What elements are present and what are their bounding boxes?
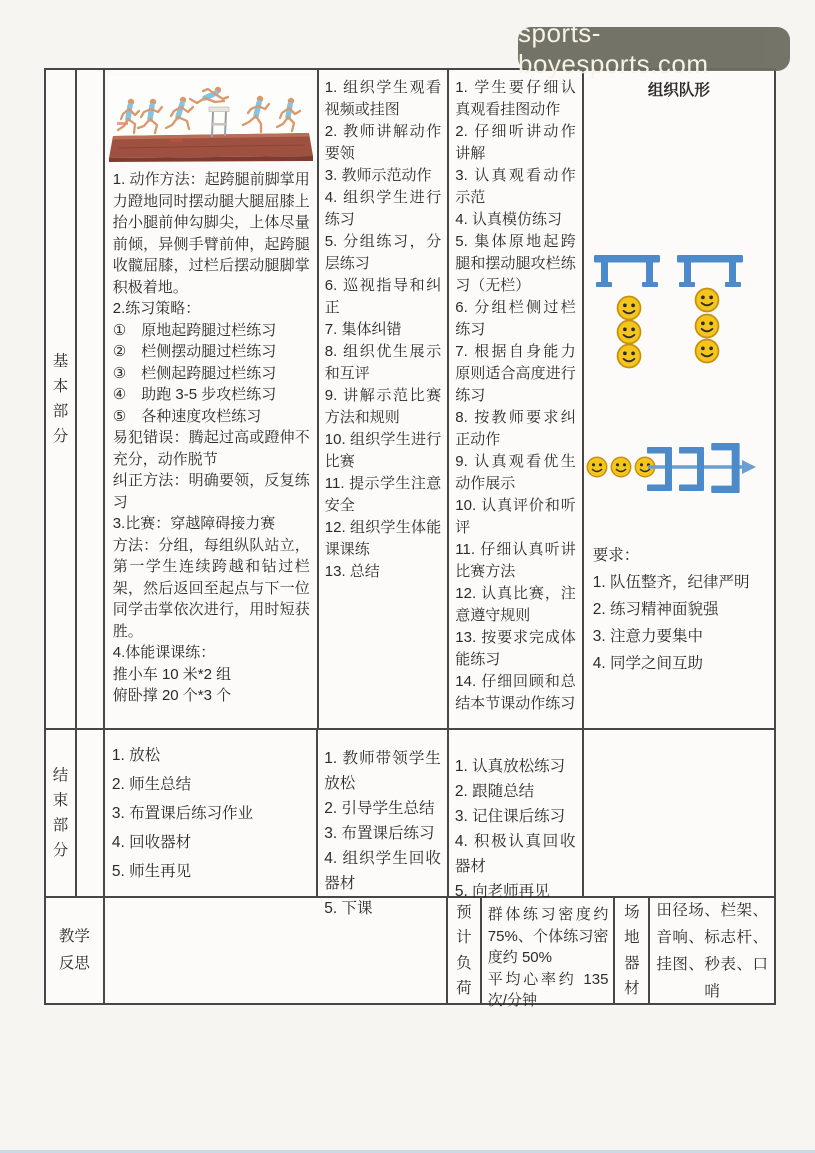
list-item: 2. 教师讲解动作要领: [324, 123, 442, 162]
load-label: 预计负荷: [456, 904, 472, 997]
list-item: 3. 教师示范动作: [324, 167, 432, 184]
list-item: 7. 根据自身能力原则适合高度进行练习: [455, 343, 576, 404]
list-item: 2. 跟随总结: [454, 783, 535, 800]
student-activities-cell: [449, 70, 583, 728]
list-item: 7. 集体纠错: [324, 321, 402, 338]
list-item: 12. 认真比赛，注意遵守规则: [455, 585, 576, 624]
equipment-label: 场地器材: [624, 904, 640, 997]
row-footer: [46, 898, 774, 1009]
list-item: 2. 师生总结: [111, 775, 192, 793]
list-item: 3. 布置课后练习作业: [111, 804, 254, 822]
list-item: ⑤ 各种速度攻栏练习: [112, 407, 262, 425]
list-item: 4. 积极认真回收器材: [454, 833, 576, 875]
basic-part-label: 基本部分: [52, 352, 69, 446]
equipment-text-cell: [650, 898, 774, 1003]
list-item: 5. 下课: [324, 900, 373, 917]
list-item: 1. 队伍整齐，纪律严明: [592, 574, 750, 591]
list-item: 13. 总结: [324, 563, 380, 580]
list-item: 5. 集体原地起跨腿和摆动腿攻栏练习（无栏）: [455, 233, 576, 294]
teacher-activities-cell: [319, 70, 449, 728]
list-item: 1. 学生要仔细认真观看挂图动作: [455, 79, 576, 118]
load-heartrate-text: 平均心率约 135 次/分钟: [487, 970, 609, 1009]
fitness-item-1: 推小车 10 米*2 组: [112, 665, 232, 683]
hurdle-front-icon: [677, 255, 743, 288]
method-paragraph: 1. 动作方法：起跨腿前脚掌用力蹬地同时摆动腿大腿屈膝上抬小腿前伸勾脚尖，上体尽量前倾，异侧手臂前伸，起跨腿收髋屈膝，过栏后摆动腿脚掌积极着地。: [112, 171, 310, 296]
fitness-heading: 4.体能课课练：: [112, 644, 216, 661]
row-closing-part: [46, 730, 774, 917]
row-basic-part: [46, 70, 774, 730]
reflection-label: 教学反思: [58, 928, 90, 972]
formation-cell: [584, 70, 774, 728]
reflection-empty-cell: [105, 898, 448, 1003]
list-item: 1. 组织学生观看视频或挂图: [324, 79, 442, 118]
list-item: 2. 引导学生总结: [324, 800, 435, 817]
closing-teacher-cell: [318, 730, 449, 917]
list-item: 9. 讲解示范比赛方法和规则: [324, 387, 442, 426]
list-item: 3. 认真观看动作示范: [455, 167, 576, 206]
requirements-title: 要求：: [592, 547, 640, 564]
basic-part-label-cell: [46, 70, 77, 728]
common-errors: 易犯错误：腾起过高或蹬伸不充分，动作脱节: [112, 429, 310, 468]
requirements-list: [593, 569, 769, 677]
list-item: 4. 组织学生进行练习: [324, 189, 442, 228]
closing-content-list: [105, 730, 316, 896]
list-item: 12. 组织学生体能课课练: [324, 519, 442, 558]
fitness-item-2: 俯卧撑 20 个*3 个: [112, 687, 232, 704]
list-item: ① 原地起跨腿过栏练习: [112, 321, 277, 339]
list-item: 14. 仔细回顾和总结本节课动作练习: [455, 673, 576, 712]
list-item: 2. 仔细听讲动作讲解: [455, 123, 576, 162]
closing-part-label: 结束部分: [52, 766, 69, 860]
reflection-label-cell: [46, 898, 105, 1003]
student-activity-list: [449, 70, 581, 715]
list-item: ③ 栏侧起跨腿过栏练习: [112, 364, 277, 382]
load-density-text: 群体练习密度约75%、个体练习密度约 50%: [487, 906, 609, 966]
closing-part-label-cell: [46, 730, 77, 896]
closing-student-list: [449, 730, 582, 904]
smiley-icon: [694, 287, 720, 313]
correction-method: 纠正方法：明确要领，反复练习: [112, 472, 310, 511]
hurdle-sequence-illustration: [109, 76, 313, 167]
list-item: 3. 记住课后练习: [454, 808, 566, 825]
basic-content-cell: [105, 70, 319, 728]
list-item: 5. 分组练习，分层练习: [324, 233, 442, 272]
requirements-block: [593, 542, 769, 677]
list-item: 4. 回收器材: [111, 833, 192, 851]
list-item: 6. 巡视指导和纠正: [324, 277, 442, 316]
list-item: 3. 布置课后练习: [324, 825, 435, 842]
closing-content-cell: [105, 730, 318, 896]
spacer-cell: [77, 730, 105, 896]
closing-student-cell: [449, 730, 584, 900]
watermark-text: sports-boyesports.com: [518, 18, 709, 79]
list-item: 10. 组织学生进行比赛: [324, 431, 442, 470]
competition-method: 方法：分组，每组纵队站立，第一学生连续跨越和钻过栏架，然后返回至起点与下一位同学击掌依次进行，用时短获胜。: [112, 536, 310, 640]
hurdle-side-icon: [711, 443, 741, 493]
closing-teacher-list: [318, 730, 447, 921]
smiley-icon: [694, 313, 720, 339]
smiley-icon: [694, 338, 720, 364]
basic-content-text: [105, 169, 317, 707]
list-item: 11. 提示学生注意安全: [324, 475, 442, 514]
equipment-label-cell: [615, 898, 650, 1003]
hurdle-front-icon: [594, 255, 660, 288]
smiley-icon: [616, 319, 642, 345]
equipment-text: 田径场、栏架、音响、标志杆、挂图、秒表、口哨: [656, 901, 768, 1000]
strategy-heading: 2.练习策略：: [112, 300, 201, 317]
closing-formation-cell: [584, 730, 774, 896]
list-item: 4. 组织学生回收器材: [324, 850, 441, 892]
competition-heading: 3.比赛：穿越障碍接力赛: [112, 515, 276, 532]
list-item: 5. 师生再见: [111, 862, 192, 880]
list-item: 4. 同学之间互助: [592, 655, 703, 672]
hurdle-side-icon: [647, 447, 673, 491]
list-item: 3. 注意力要集中: [592, 628, 703, 645]
teacher-activity-list: [319, 70, 447, 583]
list-item: 10. 认真评价和听评: [455, 497, 576, 536]
list-item: 8. 按教师要求纠正动作: [455, 409, 576, 448]
strategy-list: [113, 320, 310, 428]
smiley-icon: [616, 343, 642, 369]
list-item: 11. 仔细认真听讲比赛方法: [455, 541, 576, 580]
watermark-badge: [518, 18, 790, 79]
spacer-cell: [77, 70, 105, 728]
load-text-cell: [482, 898, 616, 1009]
smiley-icon: [616, 295, 642, 321]
list-item: 9. 认真观看优生动作展示: [455, 453, 576, 492]
list-item: ② 栏侧摆动腿过栏练习: [112, 343, 277, 360]
lesson-plan-table: [44, 68, 776, 1009]
list-item: 4. 认真模仿练习: [455, 211, 562, 228]
list-item: 2. 练习精神面貌强: [592, 601, 719, 618]
formation-title: 组织队形: [647, 82, 710, 99]
list-item: 8. 组织优生展示和互评: [324, 343, 442, 382]
list-item: 13. 按要求完成体能练习: [455, 629, 576, 668]
list-item: 6. 分组栏侧过栏练习: [455, 299, 576, 338]
list-item: 1. 教师带领学生放松: [324, 750, 441, 792]
hurdle-side-icon: [679, 447, 705, 491]
load-label-cell: [448, 898, 482, 1003]
list-item: 1. 放松: [111, 746, 161, 764]
list-item: 1. 认真放松练习: [454, 758, 566, 775]
list-item: ④ 助跑 3-5 步攻栏练习: [112, 386, 277, 403]
list-item: 5. 向老师再见: [454, 883, 550, 900]
